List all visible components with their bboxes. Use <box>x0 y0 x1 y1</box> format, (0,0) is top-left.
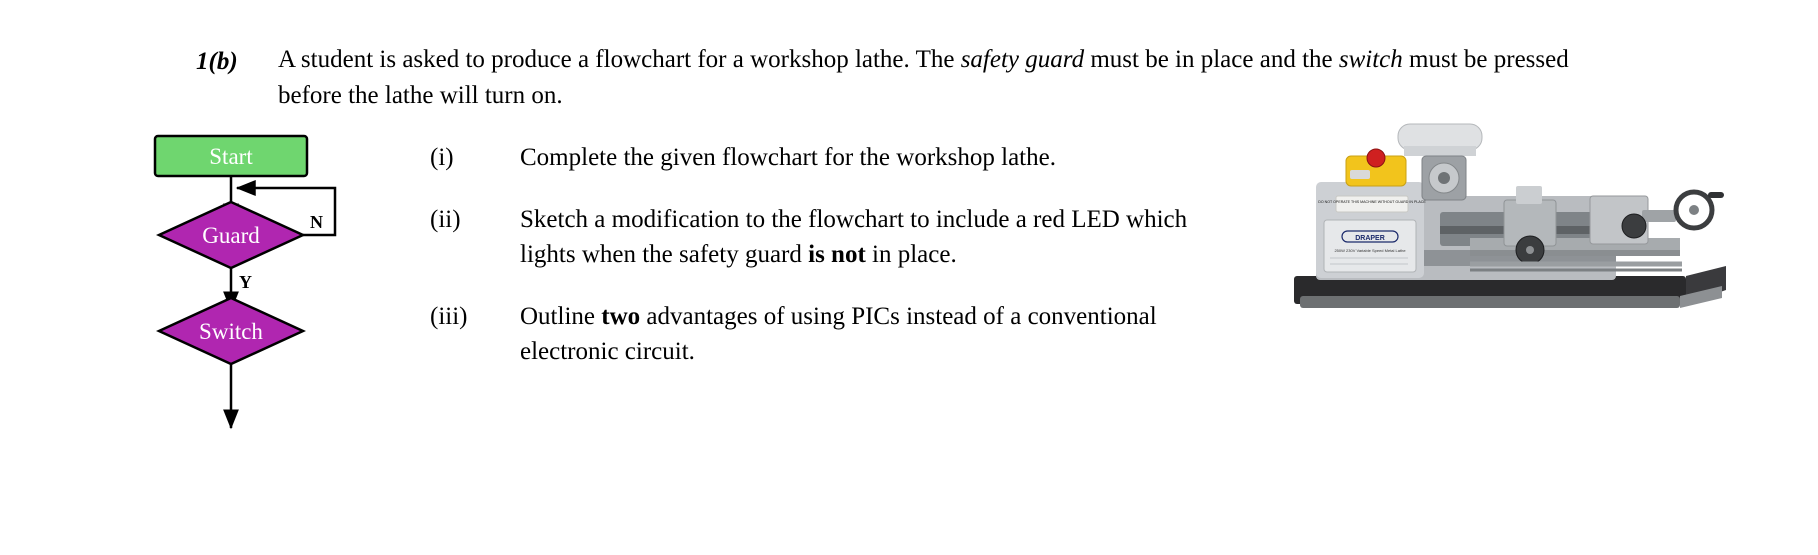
flowchart-branch-label-n: N <box>310 212 323 232</box>
flowchart-branch-label-y: Y <box>239 272 252 292</box>
list-item <box>430 299 1220 370</box>
subquestion-text-segment: in place. <box>865 241 957 268</box>
question-stem-part-3: must be pressed before the lathe will turn on. <box>278 46 1569 109</box>
subquestion-number: (i) <box>430 144 454 171</box>
flowchart-switch-label: Switch <box>199 319 263 344</box>
subquestion-text-emphasis: two <box>601 302 641 330</box>
subquestion-text-segment: Outline <box>520 302 602 330</box>
flowchart-diagram <box>150 130 390 450</box>
question-number: 1(b) <box>196 48 238 75</box>
subquestion-text <box>520 299 1220 370</box>
question-stem-part-2: must be in place and the <box>1084 46 1339 73</box>
flowchart-start-label: Start <box>209 144 253 169</box>
workshop-lathe-image <box>1290 100 1730 340</box>
question-stem-part-1: A student is asked to produce a flowchart for a workshop lathe. The <box>278 46 961 73</box>
question-stem-emphasis-safety-guard: safety guard <box>960 46 1085 73</box>
subquestion-list <box>430 140 1220 396</box>
subquestion-text-emphasis: is not <box>808 241 866 268</box>
lathe-brand-label: DRAPER <box>1355 235 1385 242</box>
subquestion-text <box>520 140 1220 176</box>
subquestion-text-segment: Complete the given flowchart for the workshop lathe. <box>520 144 1056 171</box>
list-item <box>430 202 1220 273</box>
flowchart-node-switch <box>159 298 303 364</box>
list-item <box>430 140 1220 176</box>
question-stem-emphasis-switch: switch <box>1338 46 1403 73</box>
lathe-warning-label: DO NOT OPERATE THIS MACHINE WITHOUT GUARD IN PLACE <box>1318 200 1426 204</box>
flowchart-node-guard <box>159 202 303 268</box>
subquestion-text-segment: Sketch a modification to the flowchart to include a red LED which lights when the safety guard <box>520 205 1188 268</box>
subquestion-number: (iii) <box>430 302 468 330</box>
subquestion-number: (ii) <box>430 205 461 233</box>
subquestion-text-segment: advantages of using PICs instead of a conventional electronic circuit. <box>520 302 1157 365</box>
subquestion-text <box>520 202 1220 273</box>
flowchart-node-start <box>155 136 307 176</box>
flowchart-guard-label: Guard <box>202 223 260 248</box>
lathe-plate-label: 250W 230V Variable Speed Metal Lathe <box>1334 248 1406 253</box>
